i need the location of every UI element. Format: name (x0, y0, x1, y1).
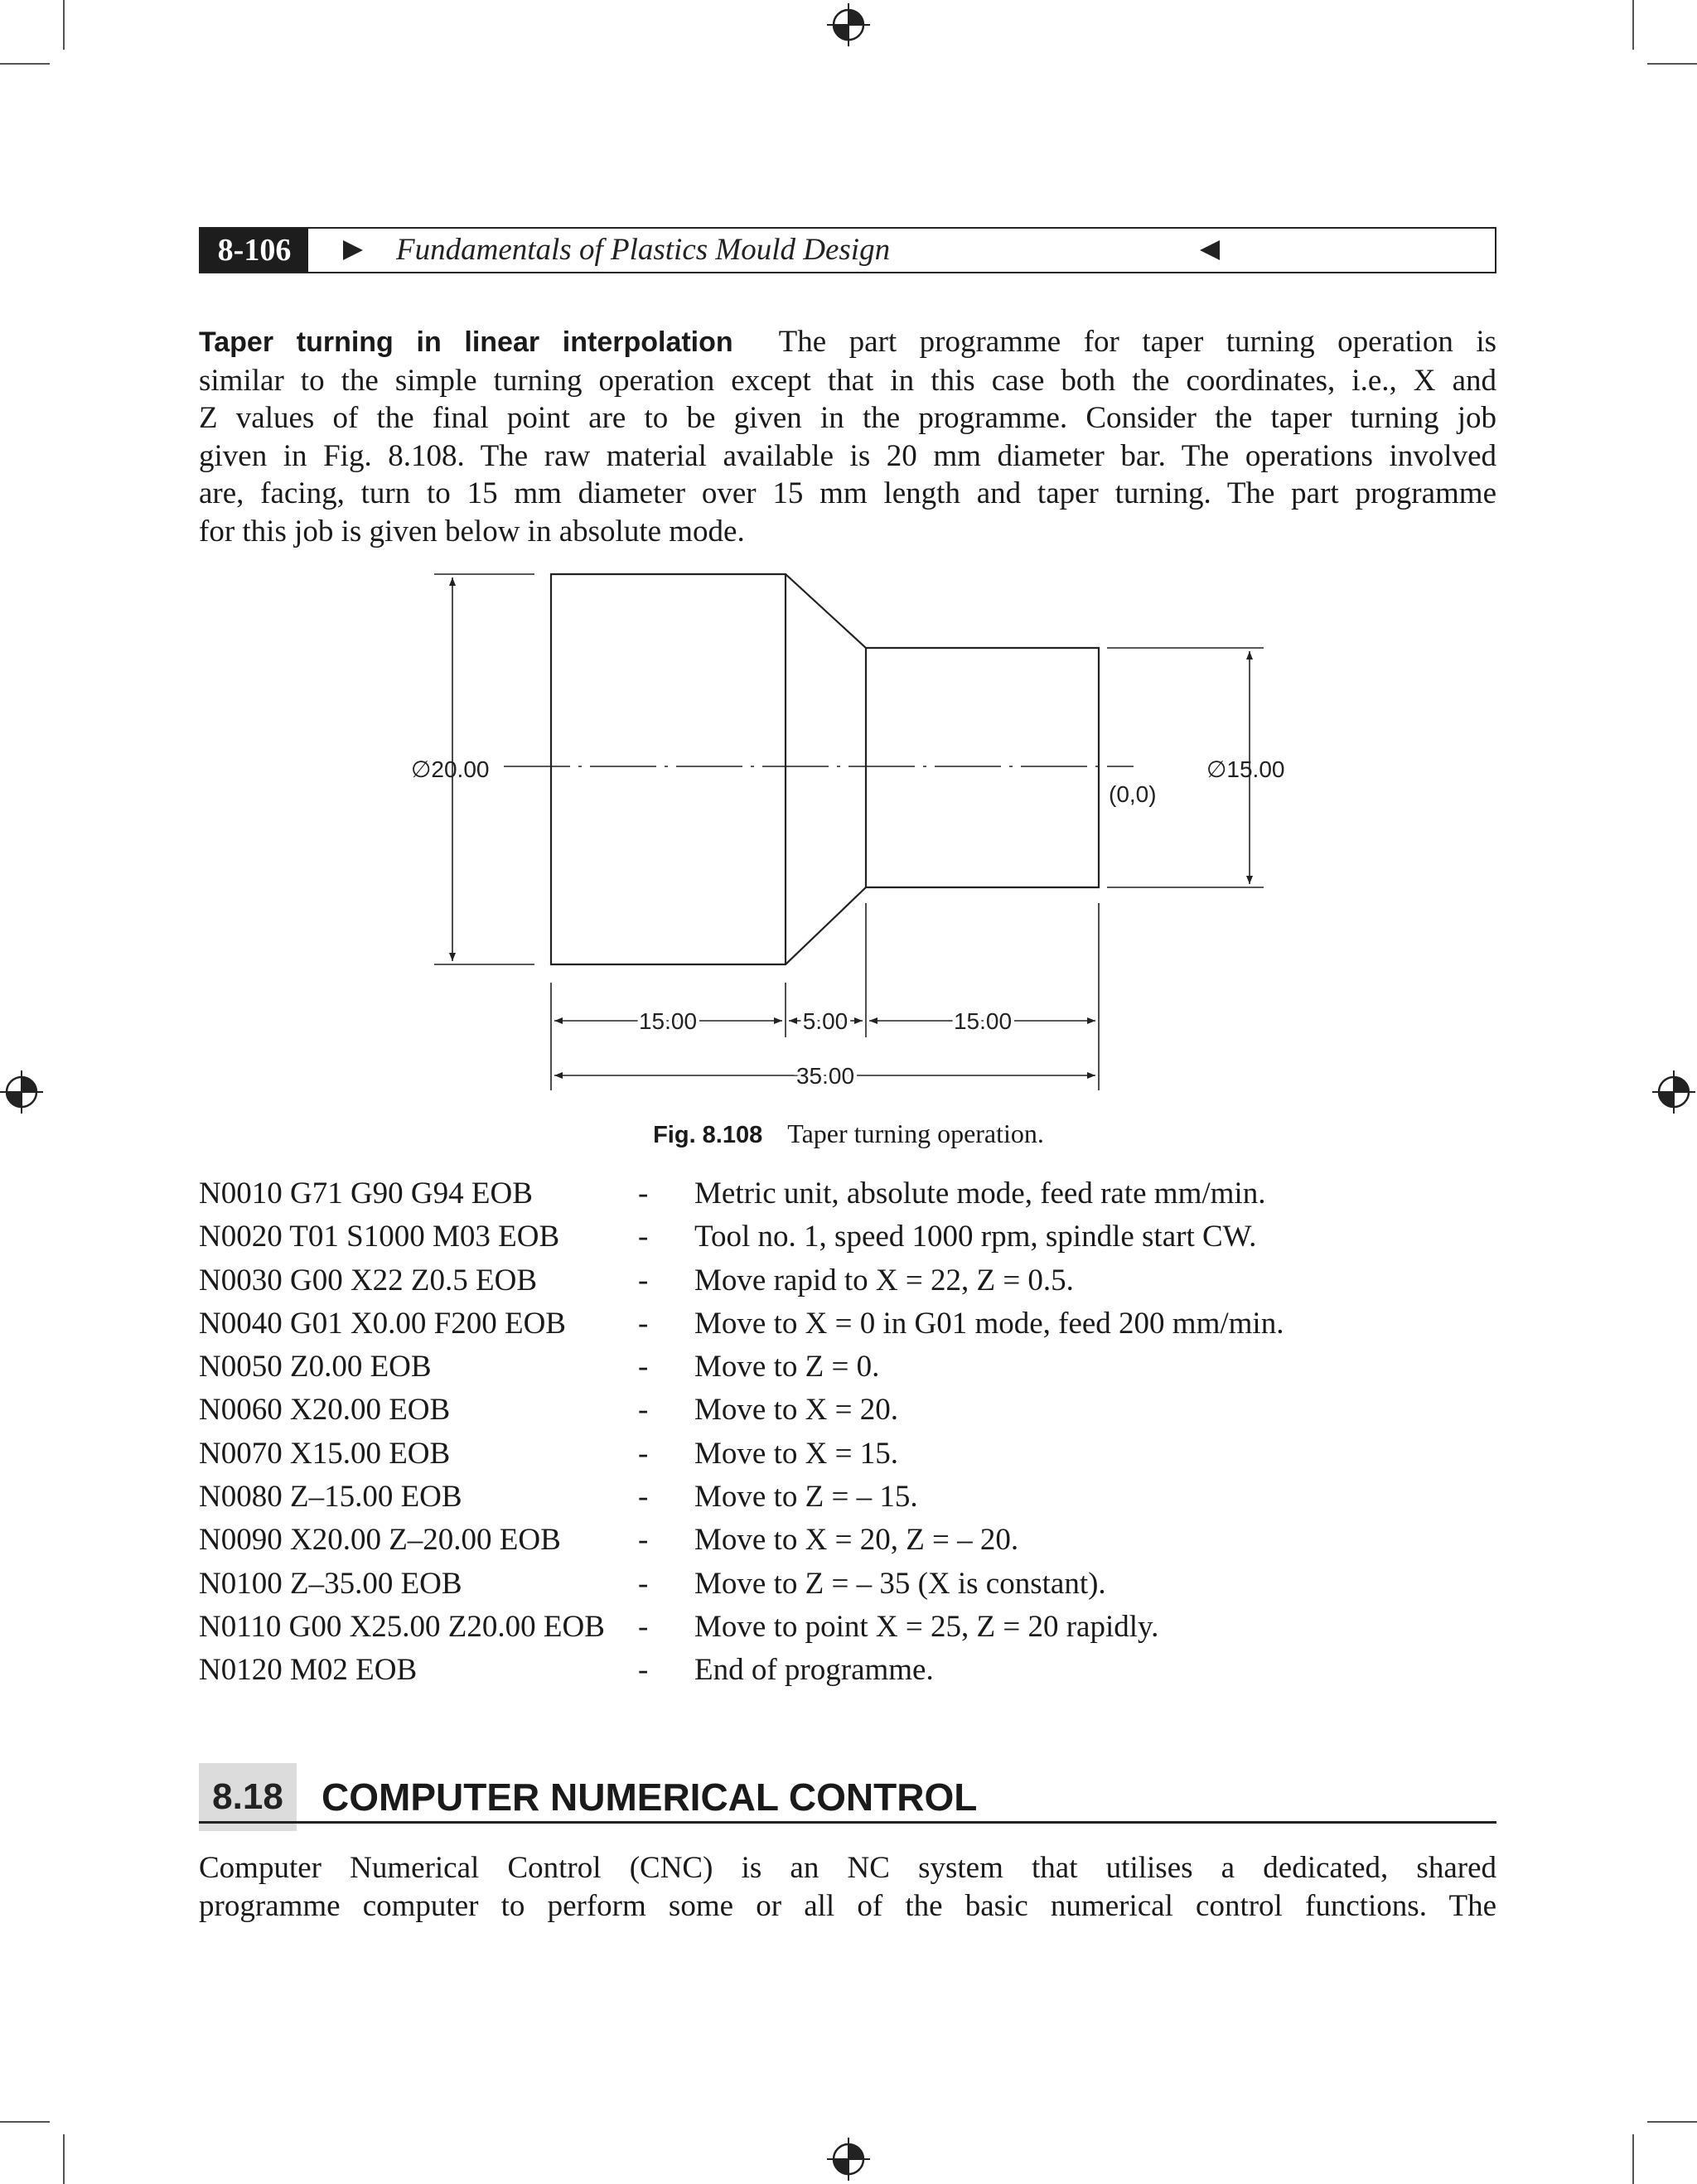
program-code: N0060 X20.00 EOB (199, 1393, 451, 1428)
crop-mark (63, 2134, 65, 2184)
program-desc: Metric unit, absolute mode, feed rate mm/min. (694, 1177, 1266, 1210)
crop-mark (0, 2121, 50, 2123)
program-code: N0040 G01 X0.00 F200 EOB (199, 1306, 566, 1341)
program-code: N0050 Z0.00 EOB (199, 1350, 432, 1384)
program-dash: - (638, 1263, 649, 1297)
section-rule (199, 1821, 1496, 1824)
intro-line: Z values of the final point are to be given in the programme. Consider the taper turning job (199, 401, 1496, 435)
program-desc: Move rapid to X = 22, Z = 0.5. (694, 1263, 1074, 1297)
program-row (199, 1476, 1525, 1519)
intro-lead: Taper turning in linear interpolation (199, 326, 733, 358)
program-row (199, 1346, 1525, 1389)
program-desc: Move to Z = – 15. (694, 1480, 918, 1515)
intro-line: are, facing, turn to 15 mm diameter over 15 mm length and taper turning. The part programme (199, 476, 1496, 510)
program-desc: End of programme. (694, 1653, 934, 1688)
section-number: 8.18 (199, 1763, 297, 1831)
caption-text: Taper turning operation. (787, 1119, 1044, 1148)
program-desc: Move to X = 15. (694, 1436, 898, 1471)
program-code: N0080 Z–15.00 EOB (199, 1480, 462, 1515)
dia15-label: ∅15.00 (1206, 756, 1285, 782)
dim-5-label: 5.00 (802, 1008, 848, 1034)
cnc-paragraph (199, 1849, 1496, 1925)
program-dash: - (638, 1306, 649, 1341)
program-listing (199, 1172, 1525, 1693)
program-row (199, 1519, 1525, 1562)
program-dash: - (638, 1480, 649, 1515)
caption-label: Fig. 8.108 (653, 1122, 763, 1148)
program-desc: Tool no. 1, speed 1000 rpm, spindle start CW. (694, 1220, 1257, 1254)
program-code: N0100 Z–35.00 EOB (199, 1566, 462, 1601)
dim-15a-label: 15.00 (638, 1008, 698, 1034)
program-dash: - (638, 1350, 649, 1384)
program-dash: - (638, 1653, 649, 1688)
dim-15b-label: 15.00 (953, 1008, 1013, 1034)
crop-mark (1632, 2134, 1634, 2184)
program-dash: - (638, 1436, 649, 1471)
program-code: N0020 T01 S1000 M03 EOB (199, 1220, 560, 1254)
program-dash: - (638, 1393, 649, 1428)
program-row (199, 1389, 1525, 1432)
figure-caption (0, 1119, 1697, 1149)
intro-line: The part programme for taper turning operation is (778, 325, 1496, 359)
page-number: 8-106 (201, 229, 308, 272)
program-code: N0010 G71 G90 G94 EOB (199, 1177, 533, 1210)
cnc-line: programme computer to perform some or all of the basic numerical control functions. The (199, 1888, 1496, 1923)
program-row (199, 1563, 1525, 1606)
program-dash: - (638, 1566, 649, 1601)
crop-mark (1647, 2121, 1697, 2123)
program-desc: Move to point X = 25, Z = 20 rapidly. (694, 1609, 1159, 1644)
program-row (199, 1259, 1525, 1302)
dim-35-label: 35.00 (795, 1063, 855, 1089)
program-row (199, 1302, 1525, 1346)
program-code: N0090 X20.00 Z–20.00 EOB (199, 1523, 561, 1558)
program-desc: Move to X = 20. (694, 1393, 898, 1428)
program-desc: Move to Z = 0. (694, 1350, 880, 1384)
program-row (199, 1172, 1525, 1215)
origin-label: (0,0) (1109, 781, 1157, 807)
program-dash: - (638, 1523, 649, 1558)
section-title: COMPUTER NUMERICAL CONTROL (322, 1776, 978, 1819)
program-row (199, 1215, 1525, 1259)
program-row (199, 1606, 1525, 1649)
book-title: Fundamentals of Plastics Mould Design (396, 233, 891, 267)
intro-line: given in Fig. 8.108. The raw material available is 20 mm diameter bar. The operations involved (199, 438, 1496, 473)
intro-line: similar to the simple turning operation except that in this case both the coordinates, i.e., X and (199, 363, 1496, 398)
program-dash: - (638, 1177, 649, 1210)
part-outline (551, 574, 1099, 964)
program-desc: Move to X = 0 in G01 mode, feed 200 mm/min. (694, 1306, 1284, 1341)
program-code: N0120 M02 EOB (199, 1653, 418, 1688)
dia20-label: ∅20.00 (411, 756, 490, 782)
program-code: N0110 G00 X25.00 Z20.00 EOB (199, 1609, 605, 1644)
cnc-line: Computer Numerical Control (CNC) is an NC system that utilises a dedicated, shared (199, 1851, 1496, 1885)
registration-mark-icon (827, 2138, 870, 2181)
program-dash: - (638, 1609, 649, 1644)
program-desc: Move to Z = – 35 (X is constant). (694, 1566, 1106, 1601)
intro-line: for this job is given below in absolute mode. (199, 514, 745, 548)
program-row (199, 1649, 1525, 1692)
program-desc: Move to X = 20, Z = – 20. (694, 1523, 1019, 1558)
program-row (199, 1433, 1525, 1476)
program-code: N0030 G00 X22 Z0.5 EOB (199, 1263, 538, 1297)
program-dash: - (638, 1220, 649, 1254)
program-code: N0070 X15.00 EOB (199, 1436, 451, 1471)
